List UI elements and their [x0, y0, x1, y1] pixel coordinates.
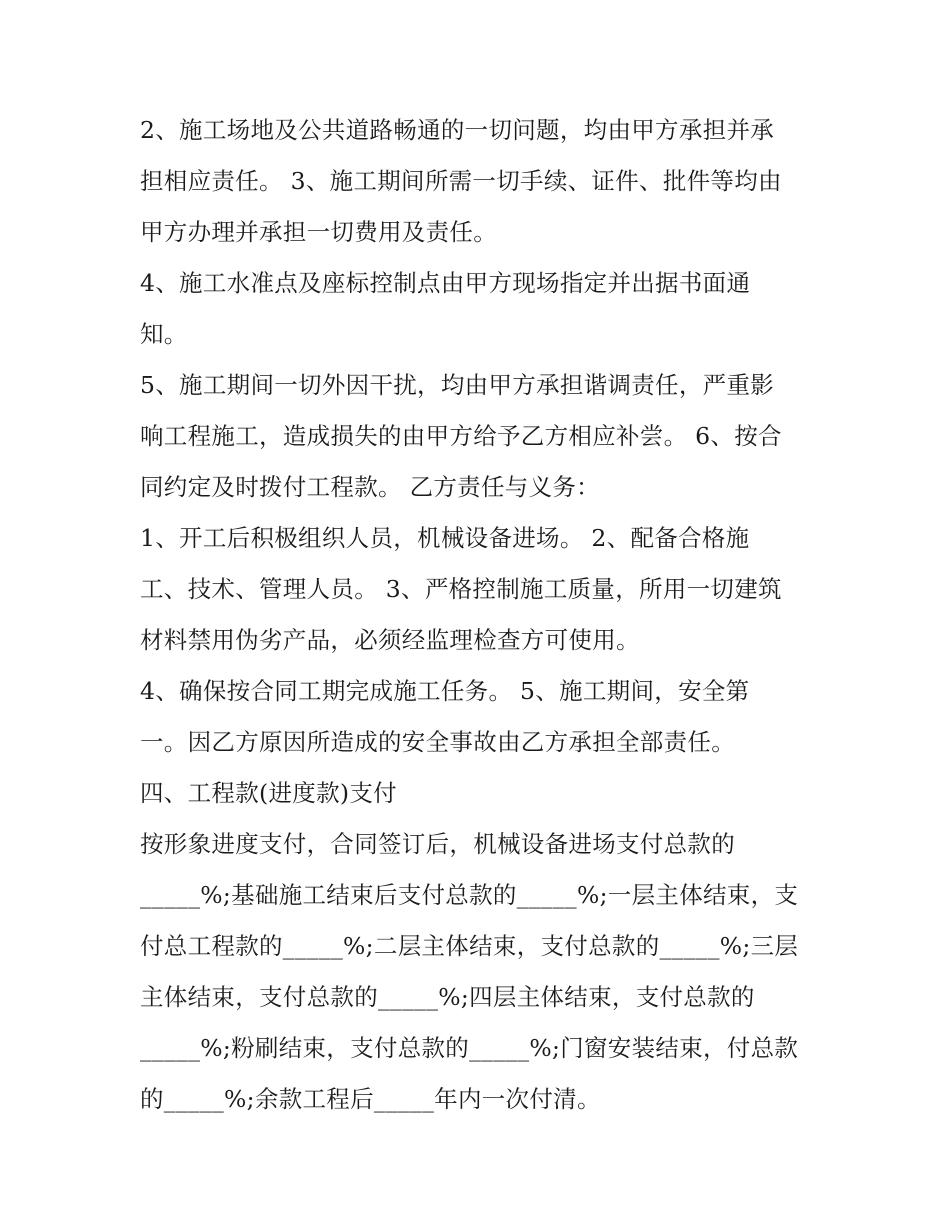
text-line: 4、确保按合同工期完成施工任务。 5、施工期间，安全第 — [140, 677, 750, 705]
section-heading: 四、工程款(进度款)支付 — [140, 779, 397, 807]
text-line: 付总工程款的_____%;二层主体结束，支付总款的_____%;三层 — [140, 932, 799, 960]
text-line: 担相应责任。 3、施工期间所需一切手续、证件、批件等均由 — [140, 167, 782, 195]
text-line: 的_____%;余款工程后_____年内一次付清。 — [140, 1085, 601, 1113]
text-line: _____%;基础施工结束后支付总款的_____%;一层主体结束，支 — [140, 881, 799, 909]
text-line: 同约定及时拨付工程款。 乙方责任与义务： — [140, 473, 600, 501]
text-line: 材料禁用伪劣产品，必须经监理检查方可使用。 — [140, 626, 640, 654]
text-line: 主体结束，支付总款的_____%;四层主体结束，支付总款的 — [140, 983, 755, 1011]
text-line: 甲方办理并承担一切费用及责任。 — [140, 218, 497, 246]
text-line: 响工程施工，造成损失的由甲方给予乙方相应补尝。 6、按合 — [140, 422, 782, 450]
text-line: _____%;粉刷结束，支付总款的_____%;门窗安装结束，付总款 — [140, 1034, 799, 1062]
text-line: 知。 — [140, 320, 188, 348]
text-line: 4、施工水准点及座标控制点由甲方现场指定并出据书面通 — [140, 269, 751, 297]
text-line: 工、技术、管理人员。 3、严格控制施工质量，所用一切建筑 — [140, 575, 782, 603]
text-line: 1、开工后积极组织人员，机械设备进场。 2、配备合格施 — [140, 524, 750, 552]
text-line: 5、施工期间一切外因干扰，均由甲方承担谐调责任，严重影 — [140, 371, 775, 399]
contract-text-block — [140, 105, 820, 1125]
text-line: 按形象进度支付，合同签订后，机械设备进场支付总款的 — [140, 830, 735, 858]
text-line: 2、施工场地及公共道路畅通的一切问题，均由甲方承担并承 — [140, 116, 775, 144]
text-line: 一。因乙方原因所造成的安全事故由乙方承担全部责任。 — [140, 728, 735, 756]
